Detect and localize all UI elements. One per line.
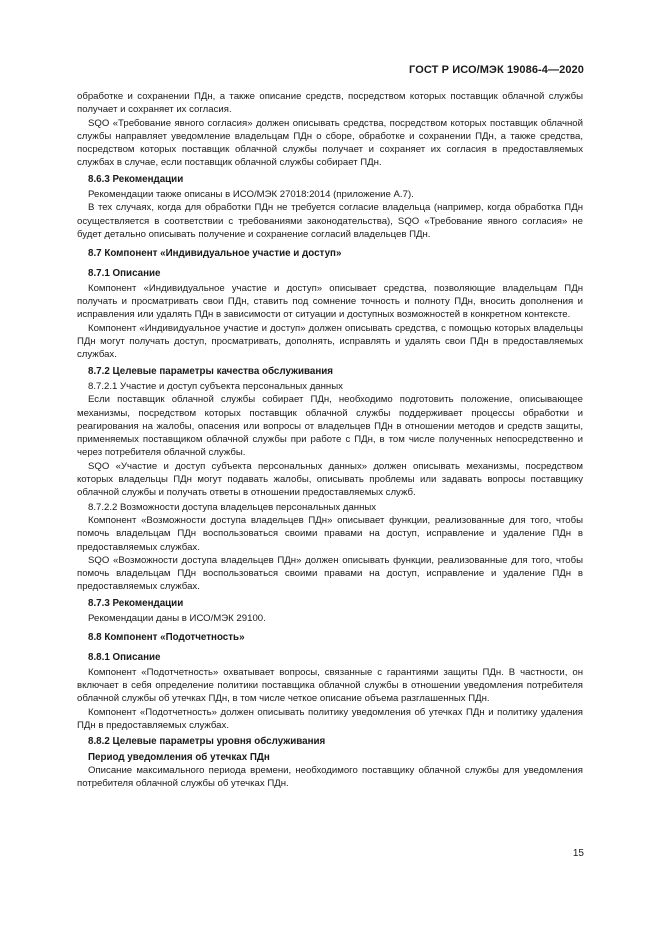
paragraph: Компонент «Индивидуальное участие и доступ» описывает средства, позволяющие владельцам ПДн получать и просматривать свои ПДн, ставить под сомнение точность и полноту ПДн, вносить дополнения и исправления или удалять ПДн в зависимости от ситуации и доступных возможностей в конкретном контексте. xyxy=(77,282,583,321)
subsection-heading: 8.7.2.2 Возможности доступа владельцев персональных данных xyxy=(88,501,377,513)
paragraph: SQO «Требование явного согласия» должен описывать средства, посредством которых поставщик облачной службы направляет уведомление владельцам ПДн о сборе, обработке и сохранении ПДн, а также средства, посредством которых поставщик облачной службы получает и сохраняет их согласия в предоставляемых службах в случае, если поставщик облачной службы собирает ПДн. xyxy=(77,117,583,169)
section-heading: 8.7.1 Описание xyxy=(88,267,161,279)
paragraph: Компонент «Возможности доступа владельцев ПДн» описывает функции, реализованные для того, чтобы помочь владельцам ПДн воспользоваться своими правами на доступ, исправление и удаление ПДн в предоставляемых службах. xyxy=(77,514,583,553)
section-heading: 8.8.1 Описание xyxy=(88,651,161,663)
paragraph: В тех случаях, когда для обработки ПДн не требуется согласие владельца (например, когда обработка ПДн осуществляется в соответствии с требованиями законодательства), SQO «Требование явного согласия» не будет детально описывать получение и сохранение согласий владельцев ПДн. xyxy=(77,202,583,240)
paragraph: SQO «Участие и доступ субъекта персональных данных» должен описывать механизмы, посредством которых владельцы ПДн могут подавать жалобы, описывать проблемы или задавать вопросы поставщику облачной службы и получать ответы в отношении предоставляемых служб. xyxy=(77,460,583,499)
section-heading: 8.6.3 Рекомендации xyxy=(88,173,184,185)
section-heading: 8.8.2 Целевые параметры уровня обслуживания xyxy=(88,736,326,748)
section-heading: 8.7 Компонент «Индивидуальное участие и доступ» xyxy=(88,248,342,260)
paragraph: Описание максимального периода времени, необходимого поставщику облачной службы для уведомления потребителя облачной службы об утечках ПДн. xyxy=(77,764,583,790)
paragraph: Компонент «Подотчетность» охватывает вопросы, связанные с гарантиями защиты ПДн. В частности, он включает в себя определение политики поставщика облачной службы в отношении уведомления потребителя облачной службы об утечках ПДн, в том числе четкое описание объема разглашенных ПДн. xyxy=(77,666,583,705)
paragraph: Компонент «Подотчетность» должен описывать политику уведомления об утечках ПДн и политику удаления ПДн в предоставляемых службах. xyxy=(77,706,583,732)
section-heading: 8.8 Компонент «Подотчетность» xyxy=(88,632,245,644)
document-body xyxy=(77,90,583,791)
paragraph: обработке и сохранении ПДн, а также описание средств, посредством которых поставщик облачной службы получает и сохраняет их согласия. xyxy=(77,91,583,116)
paragraph: Если поставщик облачной службы собирает ПДн, необходимо подготовить положение, описывающее механизмы, посредством которых поставщик облачной службы поддерживает процессы обработки и реагирования на жалобы, опасения или вопросы от владельцев ПДн в отношении методов и средств защиты, применяемых поставщиком облачной службы при работе с ПДн, в том числе полученных непосредственно и через потребителя облачной службы. xyxy=(77,394,583,459)
page-number: 15 xyxy=(572,848,584,859)
paragraph: Рекомендации также описаны в ИСО/МЭК 27018:2014 (приложение А.7). xyxy=(88,189,414,201)
section-heading: 8.7.3 Рекомендации xyxy=(88,597,184,609)
paragraph: Компонент «Индивидуальное участие и доступ» должен описывать средства, с помощью которых владельцы ПДн могут получать доступ, просматривать, дополнять, исправлять и удалять свои ПДн в предоставляемых службах. xyxy=(77,322,583,361)
section-heading: 8.7.2 Целевые параметры качества обслуживания xyxy=(88,365,333,377)
section-heading: Период уведомления об утечках ПДн xyxy=(88,751,270,763)
paragraph: SQO «Возможности доступа владельцев ПДн» должен описывать функции, реализованные для того, чтобы помочь владельцам ПДн воспользоваться своими правами на доступ, исправление и удаление ПДн в предоставляемых службах. xyxy=(77,554,583,593)
paragraph: Рекомендации даны в ИСО/МЭК 29100. xyxy=(88,612,266,624)
document-header: ГОСТ Р ИСО/МЭК 19086-4—2020 xyxy=(409,64,584,76)
subsection-heading: 8.7.2.1 Участие и доступ субъекта персональных данных xyxy=(88,380,343,392)
